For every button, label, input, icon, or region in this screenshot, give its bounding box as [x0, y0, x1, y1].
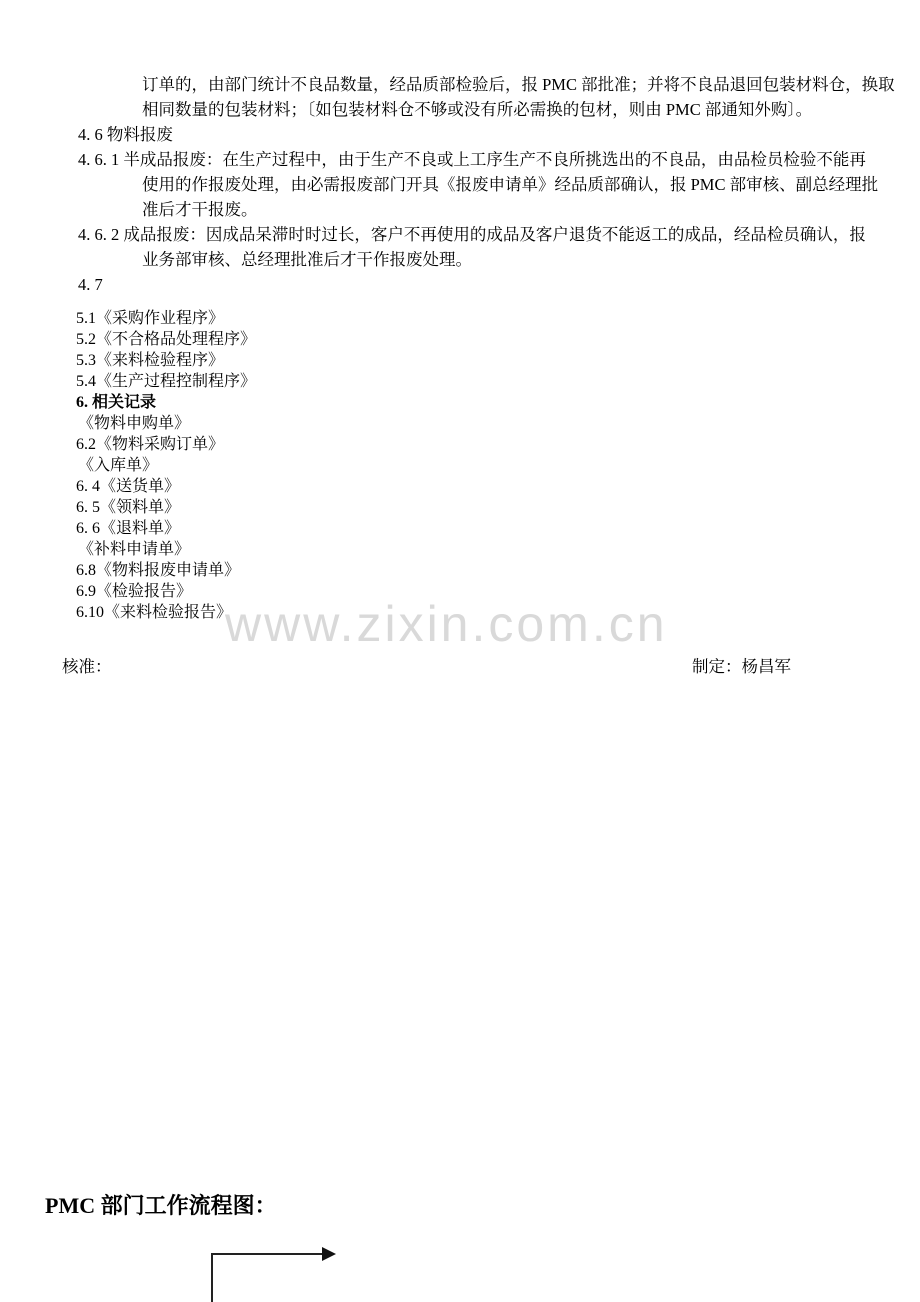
- reference-item: 5.1《采购作业程序》: [76, 310, 225, 327]
- flowchart-title: PMC 部门工作流程图：: [45, 1193, 277, 1218]
- record-item: 6.8《物料报废申请单》: [76, 562, 241, 579]
- section-4-6-2-line: 业务部审核、总经理批准后才干作报废处理。: [142, 250, 472, 269]
- record-item: 6. 6《退料单》: [76, 520, 181, 537]
- section-heading-4-6: 4. 6 物料报废: [78, 125, 173, 144]
- records-section-heading: 6. 相关记录: [76, 394, 157, 411]
- reference-item: 5.4《生产过程控制程序》: [76, 373, 257, 390]
- reference-item: 5.2《不合格品处理程序》: [76, 331, 257, 348]
- arrow-right-icon: [322, 1247, 336, 1261]
- watermark-text: www.zixin.com.cn: [225, 596, 668, 652]
- record-item: 《入库单》: [78, 457, 159, 474]
- record-item: 《物料申购单》: [78, 415, 191, 432]
- procedure-text-block: [66, 72, 895, 297]
- record-item: 6. 4《送货单》: [76, 478, 181, 495]
- section-4-6-1-line: 使用的作报废处理，由必需报废部门开具《报废申请单》经品质部确认，报 PMC 部审核、副总经理批: [142, 175, 879, 194]
- flow-connector-horizontal-line: [211, 1253, 323, 1255]
- record-item: 《补料申请单》: [78, 541, 191, 558]
- section-4-6-1-line: 准后才干报废。: [142, 200, 258, 219]
- reference-item: 5.3《来料检验程序》: [76, 352, 225, 369]
- section-heading-4-7: 4. 7: [78, 275, 103, 294]
- section-4-6-2-line: 4. 6. 2 成品报废：因成品呆滞时时过长，客户不再使用的成品及客户退货不能返工的成品，经品检员确认，报: [78, 225, 866, 244]
- record-item: 6.10《来料检验报告》: [76, 604, 233, 621]
- record-item: 6. 5《领料单》: [76, 499, 181, 516]
- drafter-label: 制定：杨昌军: [692, 657, 791, 676]
- flow-connector-vertical-line: [211, 1253, 213, 1302]
- record-item: 6.2《物料采购订单》: [76, 436, 225, 453]
- paragraph-continuation-line: 订单的，由部门统计不良品数量，经品质部检验后，报 PMC 部批准；并将不良品退回包装材料仓，换取: [142, 75, 895, 94]
- approve-label: 核准：: [62, 657, 112, 676]
- section-4-6-1-line: 4. 6. 1 半成品报废：在生产过程中，由于生产不良或上工序生产不良所挑选出的不良品，由品检员检验不能再: [78, 150, 866, 169]
- paragraph-continuation-line: 相同数量的包装材料；〔如包装材料仓不够或没有所必需换的包材，则由 PMC 部通知外购〕。: [142, 100, 813, 119]
- record-item: 6.9《检验报告》: [76, 583, 193, 600]
- reference-and-records-list: [66, 308, 256, 623]
